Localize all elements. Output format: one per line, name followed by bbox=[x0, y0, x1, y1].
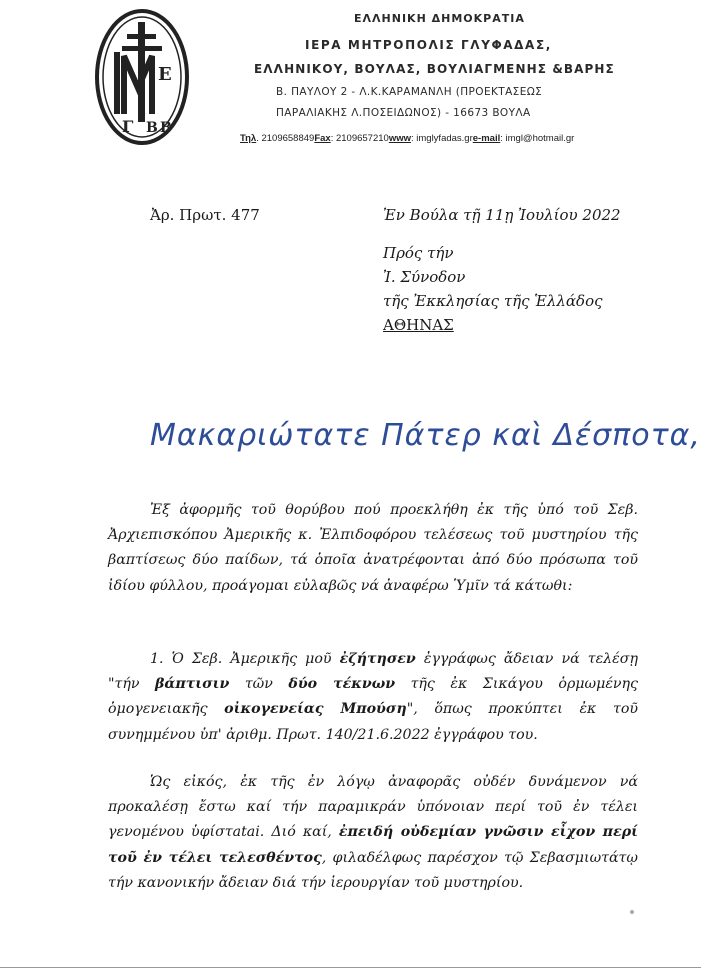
page-mark bbox=[630, 910, 634, 914]
handwritten-greeting: Μακαριώτατε Πάτερ καὶ Δέσποτα, bbox=[150, 418, 701, 453]
letterhead-address-line1: Β. ΠΑΥΛΟΥ 2 - Λ.Κ.ΚΑΡΑΜΑΝΛΗ (ΠΡΟΕΚΤΑΣΕΩΣ bbox=[276, 86, 543, 98]
letterhead-country: ΕΛΛΗΝΙΚΗ ΔΗΜΟΚΡΑΤΙΑ bbox=[354, 12, 525, 25]
svg-text:Ε: Ε bbox=[158, 64, 172, 85]
addressee-line-3: τῆς Ἐκκλησίας τῆς Ἑλλάδος bbox=[383, 292, 603, 310]
metropolis-seal-logo bbox=[94, 8, 190, 146]
addressee-line-2: Ἰ. Σύνοδον bbox=[383, 268, 466, 286]
svg-text:Β: Β bbox=[160, 120, 172, 136]
letterhead-metropolis: ΙΕΡΑ ΜΗΤΡΟΠΟΛΙΣ ΓΛΥΦΑΔΑΣ, bbox=[305, 38, 552, 52]
protocol-number: Ἀρ. Πρωτ. 477 bbox=[150, 206, 260, 224]
addressee-city: ΑΘΗΝΑΣ bbox=[383, 316, 454, 334]
email-label: e-mail bbox=[472, 133, 501, 144]
letterhead-contact bbox=[240, 133, 574, 144]
letterhead-regions: ΕΛΛΗΝΙΚΟΥ, ΒΟΥΛΑΣ, ΒΟΥΛΙΑΓΜΕΝΗΣ &ΒΑΡΗΣ bbox=[254, 62, 615, 76]
fax-value: : 2109657210 bbox=[330, 133, 389, 144]
email-value[interactable]: : imgl@hotmail.gr bbox=[500, 133, 575, 144]
paragraph-3: Ὡς εἰκός, ἐκ τῆς ἐν λόγῳ ἀναφορᾶς οὐδέν δυνάμενον νά προκαλέσῃ ἔστω καί τήν παραμικράν ὑπόνοιαν περί τοῦ ἐν τέλει γενομένου ὑφίστatai. Διό καί, ἐπειδή οὐδεμίαν γνῶσιν εἶχον περί τοῦ ἐν τέλει τελεσθέντος, φιλαδέλφως παρέσχον τῷ Σεβασμιωτάτῳ τήν κανονικήν ἄδειαν διά τήν ἱερουργίαν τοῦ μυστηρίου. bbox=[108, 774, 638, 891]
www-label: www bbox=[388, 133, 411, 144]
addressee-line-1: Πρός τήν bbox=[383, 244, 454, 262]
svg-text:Β: Β bbox=[146, 120, 158, 136]
svg-text:Γ: Γ bbox=[122, 117, 134, 136]
fax-label: Fax bbox=[314, 133, 331, 144]
paragraph-1: Ἐξ ἀφορμῆς τοῦ θορύβου πού προεκλήθη ἐκ τῆς ὑπό τοῦ Σεβ. Ἀρχιεπισκόπου Ἀμερικῆς κ. Ἐλπιδοφόρου τελέσεως τοῦ μυστηρίου τῆς βαπτίσεως δύο παίδων, τά ὁποῖα ἀνατρέφονται ἀπό δύο πρόσωπα τοῦ ἰδίου φύλλου, προάγομαι εὐλαβῶς νά ἀναφέρω Ὑμῖν τά κάτωθι: bbox=[108, 502, 638, 594]
page-bottom-divider bbox=[0, 967, 701, 968]
letter-date: Ἐν Βούλα τῇ 11ῃ Ἰουλίου 2022 bbox=[383, 206, 621, 224]
tel-label: Τηλ bbox=[240, 133, 257, 144]
letterhead-address-line2: ΠΑΡΑΛΙΑΚΗΣ Λ.ΠΟΣΕΙΔΩΝΟΣ) - 16673 ΒΟΥΛΑ bbox=[276, 107, 531, 119]
www-value[interactable]: : imglyfadas.gr bbox=[410, 133, 473, 144]
paragraph-2: 1. Ὁ Σεβ. Ἀμερικῆς μοῦ ἐζήτησεν ἐγγράφως ἄδειαν νά τελέσῃ "τήν βάπτισιν τῶν δύο τέκνων τῆς ἐκ Σικάγου ὁρμωμένης ὁμογενειακῆς οἰκογενείας Μπούση", ὅπως προκύπτει ἐκ τοῦ συνημμένου ὑπ' ἀριθμ. Πρωτ. 140/21.6.2022 ἐγγράφου του. bbox=[108, 651, 638, 743]
tel-value: . 2109658849 bbox=[256, 133, 315, 144]
